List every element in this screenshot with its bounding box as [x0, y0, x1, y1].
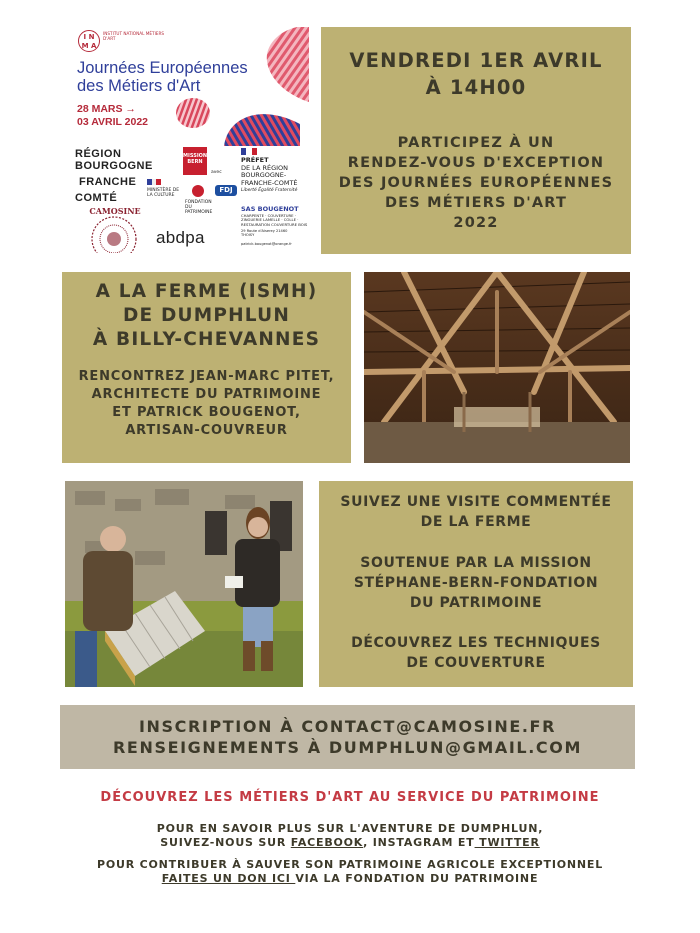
- farm-title-line: DE DUMPHLUN: [122, 305, 291, 326]
- speakers-line: RENCONTREZ JEAN-MARC PITET,: [78, 369, 335, 384]
- event-desc-line: DES MÉTIERS D'ART: [384, 195, 568, 211]
- visit-people-photo: [65, 481, 303, 687]
- donate-link[interactable]: FAITES UN DON ICI: [161, 872, 296, 885]
- twitter-link[interactable]: TWITTER: [474, 836, 540, 849]
- mission-bern-logo: MISSION BERN: [183, 147, 207, 175]
- barn-roof-photo: [364, 272, 630, 463]
- sas-bougenot-desc: CHARPENTE · COUVERTURE · ZINGUERIE LAMELLE · COLLE · RESTAURATION COUVERTURE BOIS: [241, 213, 308, 227]
- camosine-label: CAMOSINE: [89, 206, 141, 216]
- info-line[interactable]: RENSEIGNEMENTS À DUMPHLUN@GMAIL.COM: [113, 738, 582, 757]
- support-line: STÉPHANE-BERN-FONDATION: [353, 575, 599, 591]
- jema-pattern-graphic: [257, 27, 309, 102]
- tagline: DÉCOUVREZ LES MÉTIERS D'ART AU SERVICE DU PATRIMOINE: [100, 790, 600, 805]
- event-date: VENDREDI 1ER AVRIL: [349, 49, 603, 72]
- sas-bougenot-title: SAS BOUGENOT: [241, 205, 299, 213]
- fondation-patrimoine-logo: FONDATION DU PATRIMOINE: [185, 200, 213, 215]
- jema-pattern-small: [175, 97, 211, 129]
- fdj-logo: FDJ: [215, 185, 237, 196]
- registration-line[interactable]: INSCRIPTION À CONTACT@CAMOSINE.FR: [138, 717, 556, 736]
- ministere-logo: MINISTÈRE DE LA CULTURE: [147, 188, 180, 198]
- region-logo-line3: FRANCHE: [79, 176, 137, 188]
- event-desc-line: RENDEZ-VOUS D'EXCEPTION: [347, 155, 605, 171]
- prefet-logo: PRÉFET DE LA RÉGION BOURGOGNE- FRANCHE-COMTÉ Liberté Égalité Fraternité: [241, 156, 298, 193]
- visit-line: SUIVEZ UNE VISITE COMMENTÉE: [340, 494, 612, 510]
- sas-bougenot-email: patrick.bougenot@orange.fr: [241, 242, 292, 246]
- inma-logo: I N M A: [78, 30, 100, 52]
- techniques-line: DE COUVERTURE: [406, 655, 546, 671]
- techniques-line: DÉCOUVREZ LES TECHNIQUES: [351, 635, 601, 651]
- event-desc-line: DES JOURNÉES EUROPÉENNES: [338, 175, 614, 191]
- region-logo-line2: BOURGOGNE: [75, 160, 153, 172]
- jema-title: Journées Européennes des Métiers d'Art: [77, 59, 248, 95]
- sas-bougenot-address: 29 Route d'Aiserey 21460 THOISY: [241, 229, 288, 238]
- fondation-patrimoine-icon: [192, 185, 204, 197]
- avec-label: avec: [211, 170, 222, 175]
- footer-donate-line: FAITES UN DON ICI VIA LA FONDATION DU PATRIMOINE: [161, 872, 539, 885]
- visit-info-box: [319, 481, 633, 687]
- jema-dates: 28 MARS → 03 AVRIL 2022: [77, 103, 149, 128]
- farm-title-line: A LA FERME (ISMH): [95, 281, 318, 302]
- support-line: DU PATRIMOINE: [409, 595, 543, 611]
- farm-location-box: [62, 272, 351, 463]
- facebook-link[interactable]: FACEBOOK: [290, 836, 364, 849]
- footer-donate-text: [0, 858, 700, 886]
- footer-social-line: SUIVEZ-NOUS SUR FACEBOOK, INSTAGRAM ET TWITTER: [160, 836, 540, 849]
- contact-box: [60, 705, 635, 769]
- footer-follow-text: [0, 822, 700, 850]
- footer-line: POUR EN SAVOIR PLUS SUR L'AVENTURE DE DUMPHLUN,: [156, 822, 544, 835]
- partner-logos-card: [65, 27, 310, 254]
- speakers-line: ARCHITECTE DU PATRIMOINE: [91, 387, 322, 402]
- region-logo-line4: COMTÉ: [75, 192, 118, 204]
- visit-line: DE LA FERME: [420, 514, 532, 530]
- footer-line: POUR CONTRIBUER À SAUVER SON PATRIMOINE AGRICOLE EXCEPTIONNEL: [96, 858, 603, 871]
- event-year: 2022: [453, 215, 499, 231]
- event-time: À 14H00: [425, 76, 527, 99]
- support-line: SOUTENUE PAR LA MISSION: [360, 555, 592, 571]
- region-logo-line1: RÉGION: [75, 148, 122, 160]
- abdpa-logo: abdpa: [156, 228, 205, 247]
- speakers-line: ARTISAN-COUVREUR: [125, 423, 288, 438]
- speakers-line: ET PATRICK BOUGENOT,: [112, 405, 301, 420]
- jema-pattern-fan: [222, 104, 302, 146]
- event-date-box: [321, 27, 631, 254]
- event-desc-line: PARTICIPEZ À UN: [397, 135, 555, 151]
- french-flag-icon: [241, 148, 257, 155]
- inma-label: INSTITUT NATIONAL MÉTIERS D'ART: [103, 31, 165, 41]
- farm-title-line: À BILLY-CHEVANNES: [92, 329, 321, 350]
- ministere-flag-icon: [147, 179, 161, 185]
